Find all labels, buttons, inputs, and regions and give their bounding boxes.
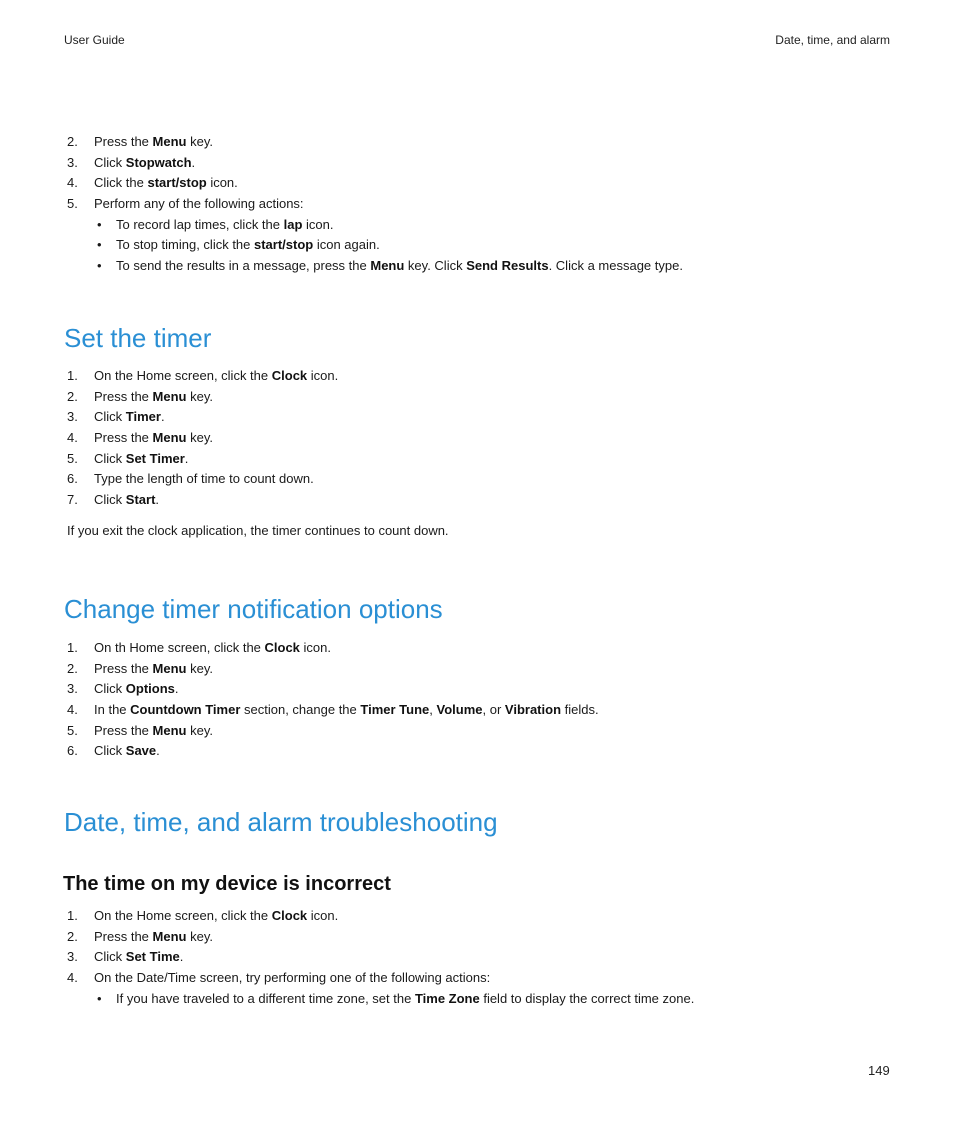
- bold-term: Menu: [152, 722, 187, 738]
- text-run: key.: [186, 388, 213, 404]
- text-run: On the Date/Time screen, try performing one of the following actions:: [94, 970, 491, 986]
- bold-term: Save: [125, 743, 157, 759]
- text-run: , or: [482, 702, 505, 718]
- section-heading-set-timer: Set the timer: [64, 323, 212, 353]
- bold-term: Menu: [152, 928, 187, 944]
- text-run: Type the length of time to count down.: [94, 471, 314, 487]
- text-run: Press the: [94, 388, 153, 404]
- text-run: section, change the: [240, 702, 361, 718]
- text-run: fields.: [561, 702, 599, 718]
- step-text: [94, 469, 314, 490]
- text-run: Press the: [94, 430, 153, 446]
- text-run: icon.: [206, 175, 238, 191]
- text-run: Press the: [94, 660, 153, 676]
- bullet-icon: •: [97, 990, 102, 1006]
- sub-step-text: [116, 215, 334, 236]
- text-run: key.: [186, 430, 213, 446]
- text-run: .: [179, 949, 184, 965]
- step-text: [94, 659, 213, 680]
- bold-term: Time Zone: [414, 990, 480, 1006]
- bold-term: Set Time: [125, 949, 180, 965]
- text-run: key. Click: [404, 258, 467, 274]
- step-number: 4.: [67, 970, 78, 986]
- bullet-icon: •: [97, 237, 102, 253]
- step-text: [94, 173, 238, 194]
- bold-term: start/stop: [147, 175, 207, 191]
- step-number: 5.: [67, 450, 78, 466]
- text-run: .: [155, 492, 160, 508]
- text-run: icon.: [307, 908, 339, 923]
- text-run: On the Home screen, click the: [94, 368, 272, 383]
- bold-term: Set Timer: [125, 450, 185, 466]
- text-run: field to display the correct time zone.: [479, 990, 695, 1006]
- step-text: [94, 927, 213, 948]
- step-number: 4.: [67, 430, 78, 446]
- text-run: .: [184, 450, 189, 466]
- bold-term: start/stop: [254, 237, 314, 253]
- text-run: To send the results in a message, press the: [116, 258, 371, 274]
- text-run: Press the: [94, 134, 153, 149]
- step-number: 4.: [67, 175, 78, 191]
- step-number: 6.: [67, 743, 78, 759]
- sub-step-text: [116, 235, 380, 256]
- section-heading-troubleshooting: Date, time, and alarm troubleshooting: [64, 807, 498, 837]
- text-run: .: [160, 409, 165, 425]
- bold-term: Menu: [152, 388, 187, 404]
- step-text: [94, 490, 159, 511]
- step-text: [94, 194, 304, 215]
- text-run: Click: [94, 492, 126, 508]
- text-run: Click: [94, 154, 126, 170]
- step-text: [94, 366, 338, 387]
- bold-term: Stopwatch: [125, 154, 192, 170]
- set-timer-note: If you exit the clock application, the timer continues to count down.: [67, 523, 449, 538]
- bold-term: Clock: [264, 640, 300, 655]
- step-text: [94, 968, 490, 989]
- text-run: . Click a message type.: [548, 258, 683, 274]
- step-number: 2.: [67, 388, 78, 404]
- step-number: 2.: [67, 660, 78, 676]
- text-run: Click: [94, 409, 126, 425]
- step-text: [94, 449, 188, 470]
- subheading-time-incorrect: The time on my device is incorrect: [63, 873, 391, 895]
- bold-term: Clock: [271, 908, 308, 923]
- text-run: key.: [186, 722, 213, 738]
- page-number: 149: [868, 1063, 890, 1078]
- text-run: Click: [94, 949, 126, 965]
- step-text: [94, 407, 165, 428]
- bold-term: Timer Tune: [360, 702, 430, 718]
- step-text: [94, 679, 179, 700]
- text-run: Click: [94, 450, 126, 466]
- step-text: [94, 721, 213, 742]
- text-run: .: [191, 154, 196, 170]
- sub-step-text: [116, 989, 694, 1010]
- bold-term: lap: [283, 216, 303, 232]
- step-number: 3.: [67, 154, 78, 170]
- step-text: [94, 947, 183, 968]
- text-run: ,: [429, 702, 437, 718]
- text-run: Click: [94, 743, 126, 759]
- step-number: 1.: [67, 640, 78, 655]
- step-number: 2.: [67, 134, 78, 149]
- step-number: 5.: [67, 196, 78, 212]
- bold-term: Volume: [436, 702, 483, 718]
- text-run: icon.: [307, 368, 339, 383]
- step-text: [94, 428, 213, 449]
- text-run: .: [156, 743, 160, 759]
- sub-step-text: [116, 256, 683, 277]
- text-run: icon.: [302, 216, 334, 232]
- bullet-icon: •: [97, 258, 102, 274]
- bold-term: Menu: [152, 660, 187, 676]
- text-run: To stop timing, click the: [116, 237, 254, 253]
- text-run: key.: [186, 928, 213, 944]
- text-run: key.: [186, 660, 213, 676]
- step-text: [94, 387, 213, 408]
- running-header-right: Date, time, and alarm: [775, 33, 890, 47]
- step-number: 2.: [67, 928, 78, 944]
- step-number: 3.: [67, 681, 78, 697]
- text-run: On the Home screen, click the: [94, 908, 272, 923]
- bold-term: Menu: [152, 134, 187, 149]
- text-run: In the: [94, 702, 131, 718]
- step-text: [94, 700, 599, 721]
- text-run: Press the: [94, 722, 153, 738]
- bold-term: Options: [125, 681, 175, 697]
- step-number: 1.: [67, 368, 78, 383]
- bold-term: Menu: [152, 430, 187, 446]
- bold-term: Clock: [271, 368, 308, 383]
- step-text: [94, 638, 331, 659]
- bold-term: Start: [125, 492, 156, 508]
- text-run: Click: [94, 681, 126, 697]
- step-number: 5.: [67, 722, 78, 738]
- step-text: [94, 153, 195, 174]
- bold-term: Countdown Timer: [130, 702, 241, 718]
- text-run: icon again.: [313, 237, 380, 253]
- text-run: icon.: [299, 640, 331, 655]
- step-number: 4.: [67, 702, 78, 718]
- text-run: .: [174, 681, 179, 697]
- text-run: To record lap times, click the: [116, 216, 284, 232]
- step-number: 3.: [67, 409, 78, 425]
- step-number: 6.: [67, 471, 78, 487]
- text-run: Press the: [94, 928, 153, 944]
- step-number: 7.: [67, 492, 78, 508]
- section-heading-change-timer: Change timer notification options: [64, 594, 443, 624]
- step-text: [94, 132, 213, 153]
- step-text: [94, 906, 338, 927]
- step-number: 3.: [67, 949, 78, 965]
- text-run: Perform any of the following actions:: [94, 196, 304, 212]
- step-number: 1.: [67, 908, 78, 923]
- bullet-icon: •: [97, 216, 102, 232]
- text-run: If you have traveled to a different time zone, set the: [116, 990, 415, 1006]
- bold-term: Timer: [125, 409, 161, 425]
- step-text: [94, 741, 160, 762]
- running-header-left: User Guide: [64, 33, 125, 47]
- bold-term: Vibration: [504, 702, 562, 718]
- bold-term: Menu: [370, 258, 405, 274]
- text-run: Click the: [94, 175, 148, 191]
- text-run: key.: [186, 134, 213, 149]
- bold-term: Send Results: [466, 258, 549, 274]
- text-run: On th Home screen, click the: [94, 640, 265, 655]
